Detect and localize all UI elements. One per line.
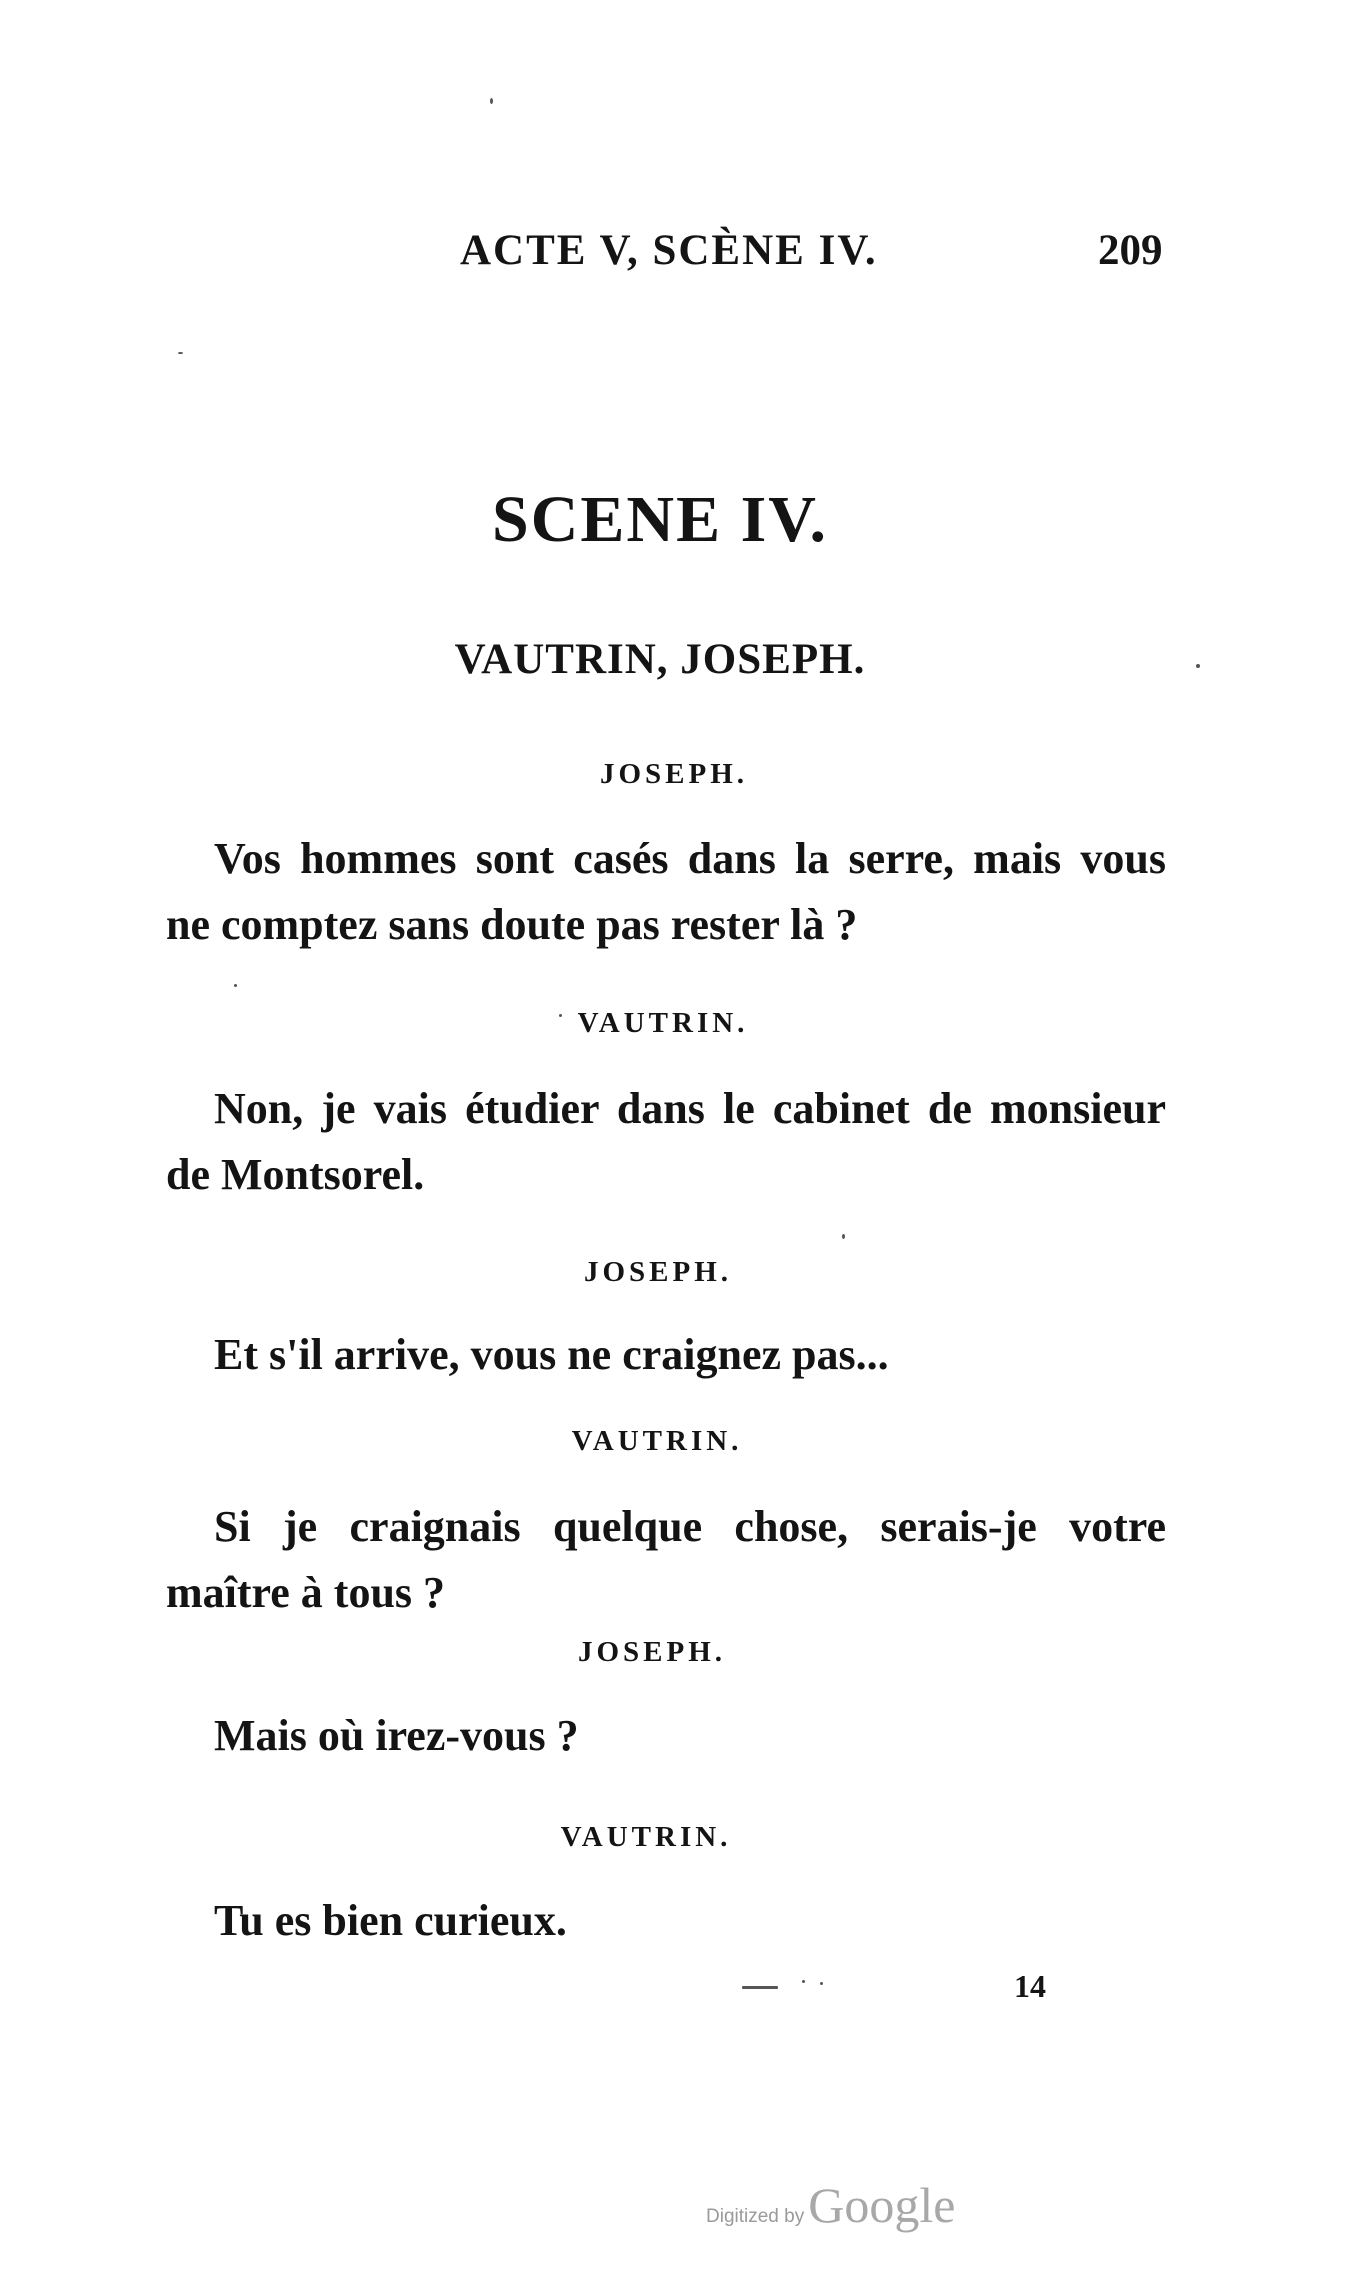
page-number: 209 — [1098, 227, 1163, 274]
speaker-label: JOSEPH. — [583, 1256, 733, 1288]
scan-speck — [820, 1982, 823, 1985]
speaker-label: VAUTRIN. — [571, 1425, 743, 1457]
digitized-by-label: Digitized by — [706, 2206, 805, 2227]
speech-block — [166, 1703, 1166, 1769]
scan-speck — [234, 984, 237, 987]
speech-line: Mais où irez-vous ? — [214, 1711, 579, 1760]
scan-speck — [490, 98, 493, 104]
speech-line: maître à tous ? — [166, 1568, 446, 1617]
scan-speck — [559, 1014, 562, 1017]
speech-line: de Montsorel. — [166, 1150, 425, 1199]
speech-line: Non, je vais étudier dans le cabinet de monsieur — [214, 1084, 1166, 1133]
scan-speck — [1196, 664, 1200, 668]
scan-speck — [842, 1234, 845, 1239]
speaker-label: JOSEPH. — [577, 1636, 727, 1668]
scan-speck — [802, 1980, 805, 1983]
speech-line: Et s'il arrive, vous ne craignez pas... — [214, 1330, 889, 1379]
scan-speck — [742, 1986, 778, 1989]
speaker-label: VAUTRIN. — [577, 1007, 749, 1039]
cast-list: VAUTRIN, JOSEPH. — [454, 636, 866, 683]
signature-mark: 14 — [1014, 1968, 1046, 2004]
speech-block — [166, 1076, 1166, 1208]
digitized-watermark — [706, 2176, 955, 2234]
speech-block — [166, 1888, 1166, 1954]
speech-line: Si je craignais quelque chose, serais-je votre — [214, 1502, 1166, 1551]
scan-speck — [178, 352, 183, 354]
speech-block — [166, 1494, 1166, 1626]
speech-block — [166, 826, 1166, 958]
speech-line: ne comptez sans doute pas rester là ? — [166, 900, 858, 949]
speech-line: Vos hommes sont casés dans la serre, mais vous — [214, 834, 1166, 883]
speaker-label: JOSEPH. — [599, 758, 749, 790]
speech-block — [166, 1322, 1166, 1388]
google-logo-text: Google — [808, 2177, 956, 2233]
scene-title: SCENE IV. — [492, 483, 828, 556]
running-head: ACTE V, SCÈNE IV. — [460, 227, 878, 274]
speaker-label: VAUTRIN. — [560, 1821, 732, 1853]
speech-line: Tu es bien curieux. — [214, 1896, 567, 1945]
